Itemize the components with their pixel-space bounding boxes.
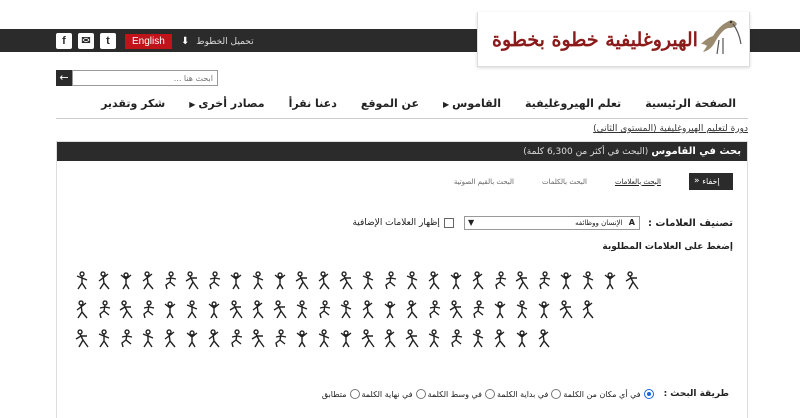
tab-search-by-words[interactable]: البحث بالكلمات — [541, 177, 587, 186]
hieroglyph-icon — [579, 269, 597, 291]
method-option-exact[interactable] — [322, 389, 362, 399]
english-language-button[interactable]: English — [125, 34, 172, 49]
hieroglyph-icon — [73, 327, 91, 349]
hieroglyph-icon — [535, 298, 553, 320]
nav-item-dictionary[interactable] — [431, 97, 513, 110]
hieroglyph-icon — [161, 269, 179, 291]
hieroglyph-sign-button[interactable] — [93, 268, 115, 292]
hieroglyph-sign-button[interactable] — [489, 326, 511, 350]
radio-button[interactable] — [551, 389, 561, 399]
hieroglyph-sign-button[interactable] — [203, 297, 225, 321]
hieroglyph-sign-button[interactable] — [511, 326, 533, 350]
hieroglyph-sign-button[interactable] — [181, 297, 203, 321]
hieroglyph-icon — [161, 327, 179, 349]
option-label: في نهاية الكلمة — [361, 389, 413, 399]
hieroglyph-sign-button[interactable] — [555, 297, 577, 321]
hieroglyph-icon — [557, 269, 575, 291]
hieroglyph-sign-button[interactable] — [269, 326, 291, 350]
hieroglyph-sign-button[interactable] — [401, 326, 423, 350]
classification-select[interactable] — [464, 216, 640, 230]
nav-item-other-sources[interactable] — [177, 97, 276, 110]
download-fonts-link[interactable] — [181, 34, 254, 49]
hieroglyph-sign-button[interactable] — [159, 297, 181, 321]
hieroglyph-sign-button[interactable] — [401, 297, 423, 321]
hieroglyph-sign-button[interactable] — [577, 268, 599, 292]
hieroglyph-sign-button[interactable] — [533, 297, 555, 321]
hieroglyph-sign-button[interactable] — [181, 268, 203, 292]
hieroglyph-sign-button[interactable] — [313, 297, 335, 321]
hieroglyph-sign-button[interactable] — [511, 297, 533, 321]
hieroglyph-icon — [117, 298, 135, 320]
hieroglyph-icon — [117, 327, 135, 349]
hieroglyph-sign-button[interactable] — [93, 297, 115, 321]
hieroglyph-icon — [425, 298, 443, 320]
hieroglyph-icon — [381, 327, 399, 349]
hieroglyph-icon — [469, 327, 487, 349]
email-icon[interactable]: ✉ — [78, 33, 94, 49]
hieroglyph-icon — [425, 327, 443, 349]
hieroglyph-sign-button[interactable] — [599, 268, 621, 292]
double-chevron-icon: « — [694, 176, 700, 186]
hieroglyph-icon — [491, 327, 509, 349]
tab-search-by-phonetic[interactable]: البحث بالقيم الصوتية — [453, 177, 514, 186]
hieroglyph-icon — [491, 298, 509, 320]
hieroglyph-sign-button[interactable] — [335, 326, 357, 350]
search-method-row — [322, 389, 729, 399]
hieroglyph-sign-button[interactable] — [269, 268, 291, 292]
hieroglyph-icon — [205, 327, 223, 349]
method-option-start[interactable] — [497, 389, 563, 399]
hieroglyph-icon — [315, 269, 333, 291]
hieroglyph-icon — [95, 298, 113, 320]
hieroglyph-sign-button[interactable] — [489, 297, 511, 321]
hieroglyph-icon — [403, 269, 421, 291]
nav-label: مصادر أخرى — [198, 96, 265, 110]
hieroglyph-icon — [425, 269, 443, 291]
hieroglyph-icon — [447, 298, 465, 320]
hieroglyph-icon — [161, 298, 179, 320]
option-label: متطابق — [321, 389, 347, 399]
hieroglyph-sign-button[interactable] — [379, 297, 401, 321]
hieroglyph-sign-button[interactable] — [181, 326, 203, 350]
hieroglyph-icon — [293, 298, 311, 320]
select-letter: A — [628, 218, 635, 227]
site-logo[interactable] — [477, 12, 750, 67]
hieroglyph-icon — [359, 298, 377, 320]
hieroglyph-sign-button[interactable] — [621, 268, 643, 292]
hieroglyph-sign-button[interactable] — [225, 326, 247, 350]
nav-label: دعنا نقرأ — [288, 96, 337, 110]
hieroglyph-sign-button[interactable] — [313, 326, 335, 350]
logo-text: الهيروغليفية خطوة بخطوة — [492, 29, 698, 51]
hieroglyph-sign-button[interactable] — [489, 268, 511, 292]
nav-divider — [56, 118, 748, 119]
hieroglyph-sign-button[interactable] — [445, 297, 467, 321]
hieroglyph-icon — [293, 327, 311, 349]
hieroglyph-sign-button[interactable] — [423, 297, 445, 321]
hieroglyph-sign-button[interactable] — [247, 326, 269, 350]
panel-title: بحث في القاموس — [651, 146, 741, 157]
dropdown-caret-icon: ▶ — [442, 99, 450, 109]
hieroglyph-sign-button[interactable] — [159, 326, 181, 350]
hide-label: إخفاء — [702, 177, 720, 186]
option-label: في أي مكان من الكلمة — [563, 389, 641, 399]
hieroglyph-icon — [337, 327, 355, 349]
search-tabs — [454, 173, 733, 190]
hieroglyph-sign-button[interactable] — [533, 268, 555, 292]
hieroglyph-sign-button[interactable] — [203, 326, 225, 350]
hieroglyph-icon — [95, 327, 113, 349]
glyph-row — [71, 268, 721, 294]
radio-button[interactable] — [350, 389, 360, 399]
breadcrumb — [593, 124, 748, 134]
hieroglyph-icon — [271, 269, 289, 291]
hieroglyph-sign-button[interactable] — [533, 326, 555, 350]
hieroglyph-sign-button[interactable] — [401, 268, 423, 292]
hieroglyph-sign-button[interactable] — [423, 326, 445, 350]
search-input[interactable] — [72, 70, 218, 86]
hieroglyph-icon — [491, 269, 509, 291]
hieroglyph-icon — [271, 327, 289, 349]
hieroglyph-icon — [73, 269, 91, 291]
nav-label: تعلم الهيروغليفية — [524, 96, 622, 110]
hieroglyph-icon — [513, 327, 531, 349]
download-icon: ⬇ — [181, 36, 190, 47]
download-label: تحميل الخطوط — [196, 37, 254, 47]
extra-signs-label: إظهار العلامات الإضافية — [352, 218, 440, 228]
search-submit-button[interactable]: ← — [56, 70, 72, 86]
method-option-middle[interactable] — [428, 389, 497, 399]
option-label: في وسط الكلمة — [427, 389, 482, 399]
glyph-row — [71, 297, 721, 323]
main-nav — [101, 92, 748, 114]
hieroglyph-icon — [579, 298, 597, 320]
hieroglyph-icon — [535, 327, 553, 349]
hieroglyph-sign-button[interactable] — [93, 326, 115, 350]
hieroglyph-sign-button[interactable] — [247, 268, 269, 292]
hieroglyph-sign-button[interactable] — [71, 297, 93, 321]
hieroglyph-icon — [227, 298, 245, 320]
hieroglyph-sign-button[interactable] — [269, 297, 291, 321]
nav-label: عن الموقع — [360, 96, 419, 110]
hieroglyph-sign-button[interactable] — [379, 326, 401, 350]
hieroglyph-sign-button[interactable] — [379, 268, 401, 292]
hieroglyph-icon — [359, 327, 377, 349]
hieroglyph-icon — [139, 327, 157, 349]
search-method-label: طريقة البحث : — [663, 389, 729, 399]
hieroglyph-icon — [271, 298, 289, 320]
nav-item-home[interactable] — [633, 97, 748, 110]
hieroglyph-icon — [337, 269, 355, 291]
extra-signs-checkbox[interactable] — [444, 218, 454, 228]
hieroglyph-sign-button[interactable] — [291, 297, 313, 321]
hieroglyph-sign-button[interactable] — [137, 326, 159, 350]
hieroglyph-sign-button[interactable] — [137, 297, 159, 321]
hieroglyph-sign-button[interactable] — [291, 268, 313, 292]
panel-header — [57, 142, 747, 161]
hieroglyph-icon — [469, 269, 487, 291]
hieroglyph-sign-button[interactable] — [115, 326, 137, 350]
ibis-logo-icon — [697, 16, 743, 60]
hieroglyph-icon — [73, 298, 91, 320]
hieroglyph-sign-button[interactable] — [225, 268, 247, 292]
hieroglyph-sign-button[interactable] — [445, 326, 467, 350]
hieroglyph-icon — [513, 298, 531, 320]
twitter-icon[interactable]: t — [100, 33, 116, 49]
hieroglyph-icon — [381, 269, 399, 291]
hieroglyph-sign-button[interactable] — [115, 297, 137, 321]
hieroglyph-icon — [601, 269, 619, 291]
tab-search-by-signs[interactable]: البحث بالعلامات — [614, 177, 661, 186]
panel-subtitle: (البحث في أكثر من 6,300 كلمة) — [523, 147, 649, 157]
option-label: في بداية الكلمة — [497, 389, 549, 399]
hieroglyph-icon — [315, 327, 333, 349]
classification-label: تصنيف العلامات : — [647, 217, 733, 229]
nav-item-thanks[interactable] — [89, 97, 177, 110]
press-signs-label: إضغط على العلامات المطلوبة — [602, 242, 733, 252]
breadcrumb-link[interactable]: دورة لتعليم الهيروغليفية (المستوى الثاني) — [593, 124, 748, 134]
hieroglyph-icon — [139, 269, 157, 291]
search-box — [56, 70, 218, 86]
hieroglyph-icon — [227, 327, 245, 349]
select-value: الإنسان ووظائفه — [575, 219, 623, 227]
hieroglyph-sign-button[interactable] — [577, 297, 599, 321]
hieroglyph-sign-button[interactable] — [137, 268, 159, 292]
hieroglyph-sign-button[interactable] — [225, 297, 247, 321]
hieroglyph-sign-button[interactable] — [357, 326, 379, 350]
radio-button[interactable] — [485, 389, 495, 399]
hieroglyph-icon — [183, 327, 201, 349]
hieroglyph-sign-button[interactable] — [313, 268, 335, 292]
radio-button[interactable] — [644, 389, 654, 399]
hieroglyph-sign-button[interactable] — [203, 268, 225, 292]
hieroglyph-icon — [447, 327, 465, 349]
hieroglyph-grid — [71, 268, 721, 355]
nav-item-about[interactable] — [349, 97, 431, 110]
hieroglyph-sign-button[interactable] — [159, 268, 181, 292]
glyph-row — [71, 326, 721, 352]
hieroglyph-sign-button[interactable] — [445, 268, 467, 292]
hieroglyph-icon — [183, 298, 201, 320]
classification-row — [352, 216, 733, 230]
hieroglyph-icon — [359, 269, 377, 291]
hieroglyph-sign-button[interactable] — [357, 297, 379, 321]
nav-item-learn[interactable] — [513, 97, 633, 110]
hieroglyph-sign-button[interactable] — [511, 268, 533, 292]
hieroglyph-sign-button[interactable] — [357, 268, 379, 292]
hieroglyph-sign-button[interactable] — [467, 326, 489, 350]
hieroglyph-sign-button[interactable] — [291, 326, 313, 350]
hieroglyph-icon — [315, 298, 333, 320]
hieroglyph-icon — [403, 327, 421, 349]
hieroglyph-icon — [535, 269, 553, 291]
hieroglyph-icon — [249, 298, 267, 320]
hide-button[interactable] — [689, 173, 733, 190]
dictionary-search-panel — [56, 141, 748, 418]
hieroglyph-sign-button[interactable] — [115, 268, 137, 292]
hieroglyph-icon — [337, 298, 355, 320]
hieroglyph-icon — [447, 269, 465, 291]
hieroglyph-icon — [293, 269, 311, 291]
method-option-end[interactable] — [362, 389, 428, 399]
facebook-icon[interactable]: f — [56, 33, 72, 49]
hieroglyph-icon — [623, 269, 641, 291]
hieroglyph-icon — [205, 298, 223, 320]
hieroglyph-sign-button[interactable] — [247, 297, 269, 321]
hieroglyph-icon — [95, 269, 113, 291]
hieroglyph-sign-button[interactable] — [467, 297, 489, 321]
radio-button[interactable] — [416, 389, 426, 399]
hieroglyph-icon — [117, 269, 135, 291]
method-option-anywhere[interactable] — [563, 389, 655, 399]
hieroglyph-icon — [227, 269, 245, 291]
nav-label: الصفحة الرئيسية — [645, 96, 736, 110]
hieroglyph-icon — [183, 269, 201, 291]
dropdown-caret-icon: ▶ — [189, 99, 196, 109]
hieroglyph-sign-button[interactable] — [423, 268, 445, 292]
nav-item-lets-read[interactable] — [277, 97, 349, 110]
hieroglyph-icon — [403, 298, 421, 320]
hieroglyph-sign-button[interactable] — [71, 326, 93, 350]
hieroglyph-icon — [381, 298, 399, 320]
hieroglyph-icon — [513, 269, 531, 291]
nav-label: القاموس — [452, 96, 501, 110]
hieroglyph-sign-button[interactable] — [335, 297, 357, 321]
chevron-down-icon: ▼ — [467, 218, 475, 227]
hieroglyph-icon — [469, 298, 487, 320]
hieroglyph-icon — [205, 269, 223, 291]
hieroglyph-sign-button[interactable] — [335, 268, 357, 292]
hieroglyph-sign-button[interactable] — [467, 268, 489, 292]
hieroglyph-icon — [139, 298, 157, 320]
hieroglyph-icon — [249, 269, 267, 291]
hieroglyph-sign-button[interactable] — [555, 268, 577, 292]
hieroglyph-sign-button[interactable] — [71, 268, 93, 292]
hieroglyph-icon — [557, 298, 575, 320]
nav-label: شكر وتقدير — [101, 96, 166, 110]
hieroglyph-icon — [249, 327, 267, 349]
